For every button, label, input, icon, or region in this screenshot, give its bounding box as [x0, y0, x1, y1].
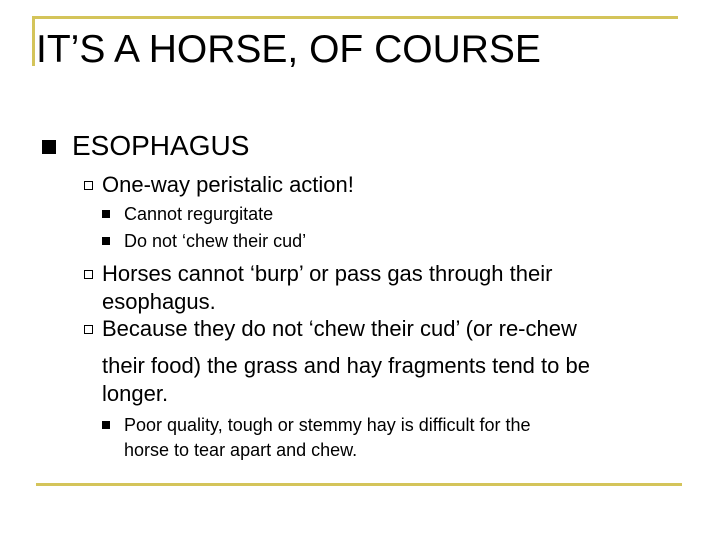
level2-hollow-bullet-icon: [84, 325, 93, 334]
bottom-rule: [36, 483, 682, 486]
level2-hollow-bullet-icon: [84, 181, 93, 190]
level3-bullet-icon: [102, 421, 110, 429]
point-text: Poor quality, tough or stemmy hay is difficult for the: [124, 415, 531, 435]
level3-bullet-icon: [102, 237, 110, 245]
point-text: their food) the grass and hay fragments tend to be: [102, 353, 590, 378]
level3-bullet-icon: [102, 210, 110, 218]
top-rule: [32, 16, 678, 19]
level1-bullet-icon: [42, 140, 56, 154]
point-text: One-way peristalic action!: [102, 172, 354, 197]
slide-title: IT’S A HORSE, OF COURSE: [36, 28, 541, 71]
point-text: longer.: [102, 381, 169, 406]
left-rule: [32, 16, 35, 66]
point-text: Do not ‘chew their cud’: [124, 231, 307, 251]
point-text: esophagus.: [102, 289, 216, 314]
point-text: Because they do not ‘chew their cud’ (or re-chew: [102, 316, 577, 341]
point-text: horse to tear apart and chew.: [124, 440, 358, 460]
heading-text: ESOPHAGUS: [72, 130, 250, 161]
level2-hollow-bullet-icon: [84, 270, 93, 279]
point-text: Horses cannot ‘burp’ or pass gas through their: [102, 261, 553, 286]
point-text: Cannot regurgitate: [124, 204, 274, 224]
